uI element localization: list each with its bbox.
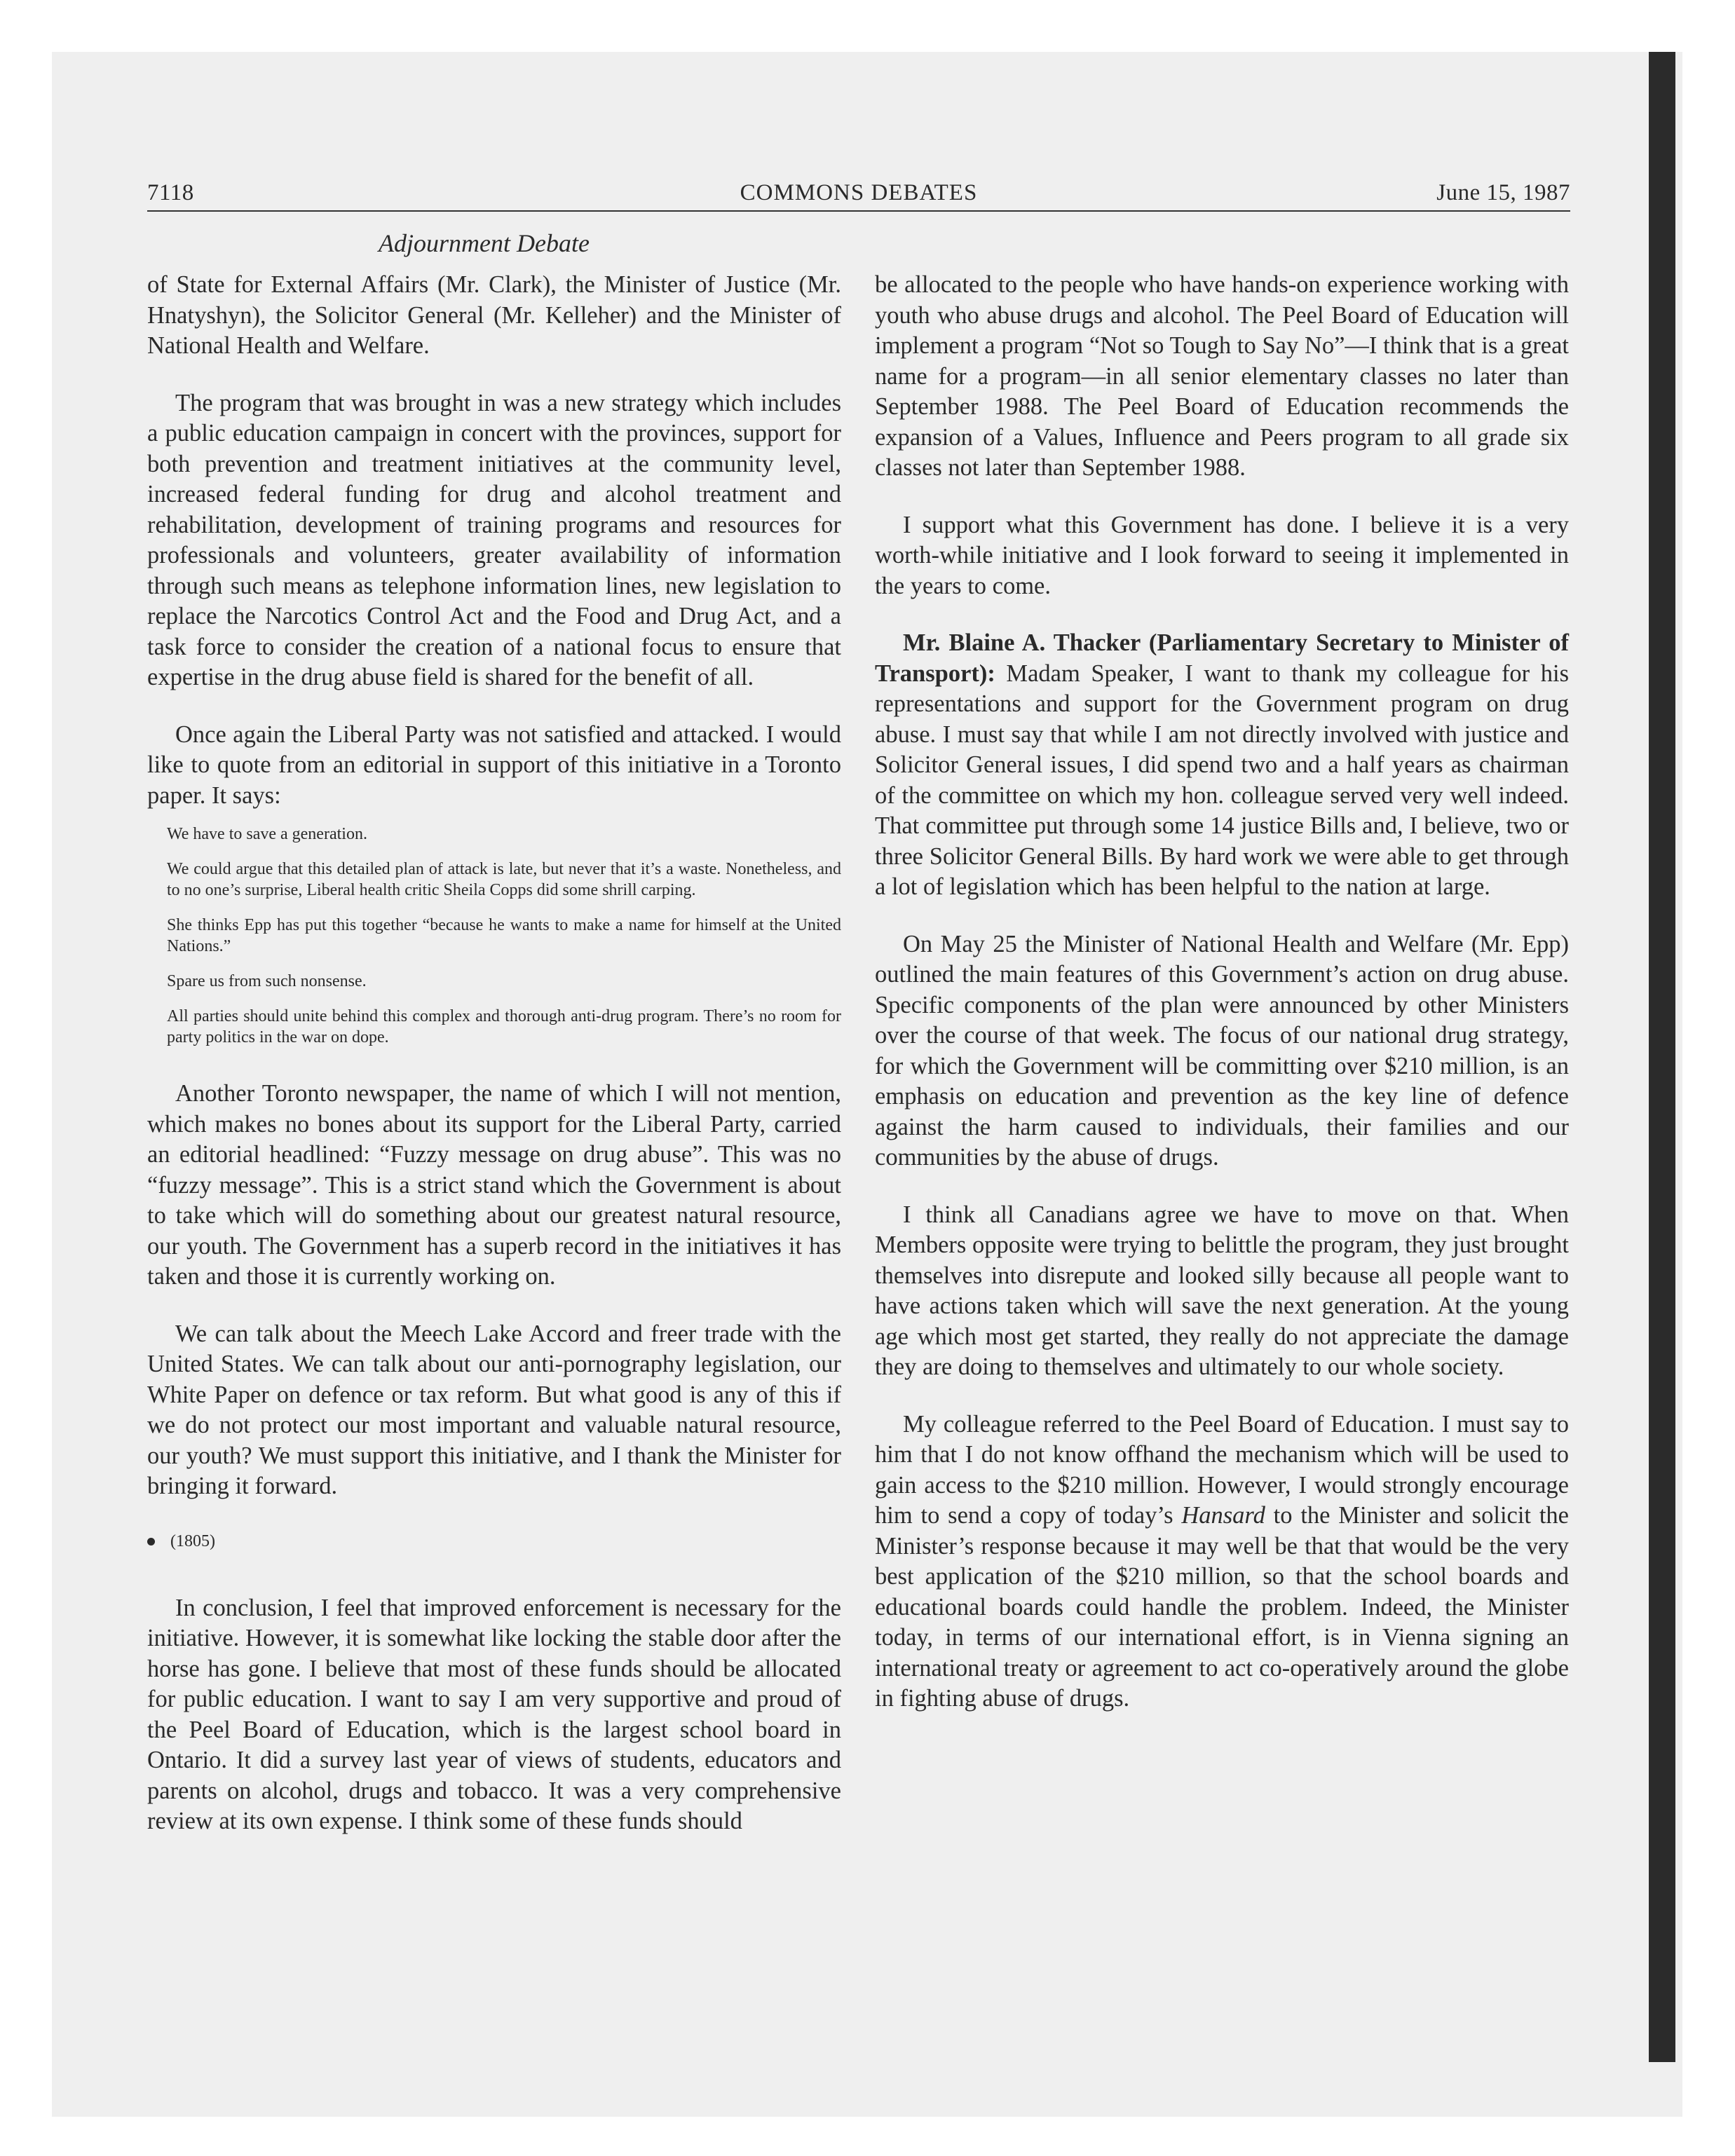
binding-edge — [1649, 52, 1675, 2062]
speech-paragraph — [875, 628, 1569, 903]
editorial-quote — [167, 824, 841, 1048]
paragraph: I support what this Government has done. I believe it is a very worth-while initiative and I look forward to seeing it implemented in the years to come. — [875, 511, 1569, 599]
speech-text: Madam Speaker, I want to thank my colleague for his representations and support for the Government program on drug abuse. I must say that while I am not directly involved with justice and Solicitor General issues, I did spend two and a half years as chairman of the committee on which my hon. colleague served very well indeed. That committee put through some 14 justice Bills and, I believe, two or three Solicitor General Bills. By hard work we were able to get through a lot of legislation which has been helpful to the nation at large. — [875, 660, 1569, 900]
paragraph: In conclusion, I feel that improved enforcement is necessary for the initiative. However, it is somewhat like locking the stable door after the horse has gone. I believe that most of these funds should be allocated for public education. I want to say I am very supportive and proud of the Peel Board of Education, which is the largest school board in Ontario. It did a survey last year of views of students, educators and parents on alcohol, drugs and tobacco. It was a very comprehensive review at its own expense. I think some of these funds should — [147, 1594, 841, 1834]
paragraph — [875, 1410, 1569, 1714]
publication-title: COMMONS DEBATES — [740, 180, 978, 205]
publication-name: Hansard — [1181, 1502, 1265, 1529]
text-run: to the Minister and solicit the Minister’s response because it may well be that that would be the very best application of the $210 million, so that the school boards and educational boards could handle the problem. Indeed, the Minister today, in terms of our international effort, is in Vienna signing an international treaty or agreement to act co-operatively around the globe in fighting abuse of drugs. — [875, 1502, 1569, 1712]
quote-paragraph: We have to save a generation. — [167, 825, 367, 843]
speaker-name: Mr. Blaine A. Thacker (Parliamentary Secretary to Minister of Transport): — [875, 629, 1569, 687]
page-header — [147, 175, 1570, 212]
section-title: Adjournment Debate — [379, 229, 590, 257]
paragraph: be allocated to the people who have hands-on experience working with youth who abuse drugs and alcohol. The Peel Board of Education will implement a program “Not so Tough to Say No”—I think that is a great name for a program—in all senior elementary classes no later than September 1988. The Peel Board of Education recommends the expansion of a Values, Influence and Peers program to all grade six classes not later than September 1988. — [875, 271, 1569, 481]
paragraph: On May 25 the Minister of National Health and Welfare (Mr. Epp) outlined the main features of this Government’s action on drug abuse. Specific components of the plan were announced by other Ministers over the course of that week. The focus of our national drug strategy, for which the Government will be committing over $210 million, is an emphasis on education and prevention as the key line of defence against the harm caused to individuals, their families and our communities by the abuse of drugs. — [875, 930, 1569, 1171]
quote-paragraph: Spare us from such nonsense. — [167, 972, 367, 990]
paragraph: Another Toronto newspaper, the name of which I will not mention, which makes no bones about its support for the Liberal Party, carried an editorial headlined: “Fuzzy message on drug abuse”. This was no “fuzzy message”. This is a strict stand which the Government is about to take which will do something about our greatest natural resource, our youth. The Government has a superb record in the initiatives it has taken and those it is currently working on. — [147, 1080, 841, 1290]
paragraph: of State for External Affairs (Mr. Clark), the Minister of Justice (Mr. Hnatyshyn), the Solicitor General (Mr. Kelleher) and the Minister of National Health and Welfare. — [147, 271, 841, 359]
paragraph: Once again the Liberal Party was not satisfied and attacked. I would like to quote from an editorial in support of this initiative in a Toronto paper. It says: — [147, 721, 841, 809]
right-column — [875, 270, 1569, 1741]
publication-date: June 15, 1987 — [1436, 180, 1570, 205]
time-label: (1805) — [170, 1531, 215, 1550]
paragraph: The program that was brought in was a new strategy which includes a public education campaign in concert with the provinces, support for both prevention and treatment initiatives at the community level, increased federal funding for drug and alcohol treatment and rehabilitation, development of training programs and resources for professionals and volunteers, greater availability of information through such means as telephone information lines, new legislation to replace the Narcotics Control Act and the Food and Drug Act, and a task force to consider the creation of a national focus to ensure that expertise in the drug abuse field is shared for the benefit of all. — [147, 389, 841, 690]
bullet-icon — [147, 1538, 155, 1546]
time-marker — [147, 1529, 841, 1554]
left-column — [147, 270, 841, 1864]
paragraph: I think all Canadians agree we have to move on that. When Members opposite were trying to belittle the program, they just brought themselves into disrepute and looked silly because all people want to have actions taken which will save the next generation. At the young age which most get started, they really do not appreciate the damage they are doing to themselves and ultimately to our whole society. — [875, 1201, 1569, 1380]
page-number: 7118 — [147, 180, 194, 205]
quote-paragraph: She thinks Epp has put this together “because he wants to make a name for himself at the United Nations.” — [167, 916, 841, 955]
quote-paragraph: We could argue that this detailed plan of attack is late, but never that it’s a waste. Nonetheless, and to no one’s surprise, Liberal health critic Sheila Copps did some shrill carping. — [167, 860, 841, 899]
text-run: My colleague referred to the Peel Board of Education. I must say to him that I do not know offhand the mechanism which will be used to gain access to the $210 million. However, I would strongly encourage him to send a copy of today’s — [875, 1410, 1569, 1529]
quote-paragraph: All parties should unite behind this complex and thorough anti-drug program. There’s no room for party politics in the war on dope. — [167, 1007, 841, 1046]
paragraph: We can talk about the Meech Lake Accord and freer trade with the United States. We can talk about our anti-pornography legislation, our White Paper on defence or tax reform. But what good is any of this if we do not protect our most important and valuable natural resource, our youth? We must support this initiative, and I thank the Minister for bringing it forward. — [147, 1320, 841, 1499]
